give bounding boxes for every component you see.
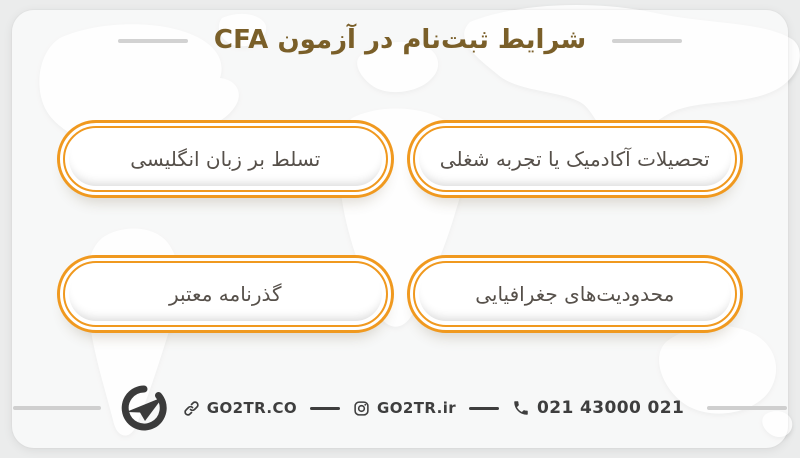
go2tr-logo-icon — [120, 384, 168, 432]
title-dash-left — [612, 39, 682, 43]
requirement-pill-education — [407, 120, 744, 198]
website-text: GO2TR.CO — [206, 399, 298, 417]
requirement-pill-geographic — [407, 255, 744, 333]
footer-divider — [469, 407, 499, 410]
header — [12, 24, 788, 58]
requirement-pill-english — [57, 120, 394, 198]
phone-icon — [512, 399, 530, 417]
requirement-label: تسلط بر زبان انگلیسی — [130, 147, 321, 171]
website-item — [183, 399, 297, 417]
instagram-item — [353, 399, 456, 417]
footer-divider-left — [13, 406, 101, 410]
requirement-label: گذرنامه معتبر — [168, 282, 282, 306]
page-title: شرایط ثبت‌نام در آزمون CFA — [213, 25, 587, 55]
link-icon — [183, 400, 200, 417]
instagram-icon — [353, 400, 370, 417]
footer-divider-right — [707, 406, 787, 410]
requirement-label: محدودیت‌های جغرافیایی — [475, 282, 675, 306]
content-card — [12, 10, 788, 448]
footer-divider — [310, 407, 340, 410]
requirement-pill-passport — [57, 255, 394, 333]
title-dash-right — [118, 39, 188, 43]
phone-item — [512, 398, 684, 418]
requirement-label: تحصیلات آکادمیک یا تجربه شغلی — [439, 147, 710, 171]
requirements-grid — [57, 120, 743, 333]
footer — [12, 384, 788, 432]
phone-number-text: 021 43000 021 — [537, 398, 685, 418]
instagram-handle-text: GO2TR.ir — [377, 399, 457, 417]
